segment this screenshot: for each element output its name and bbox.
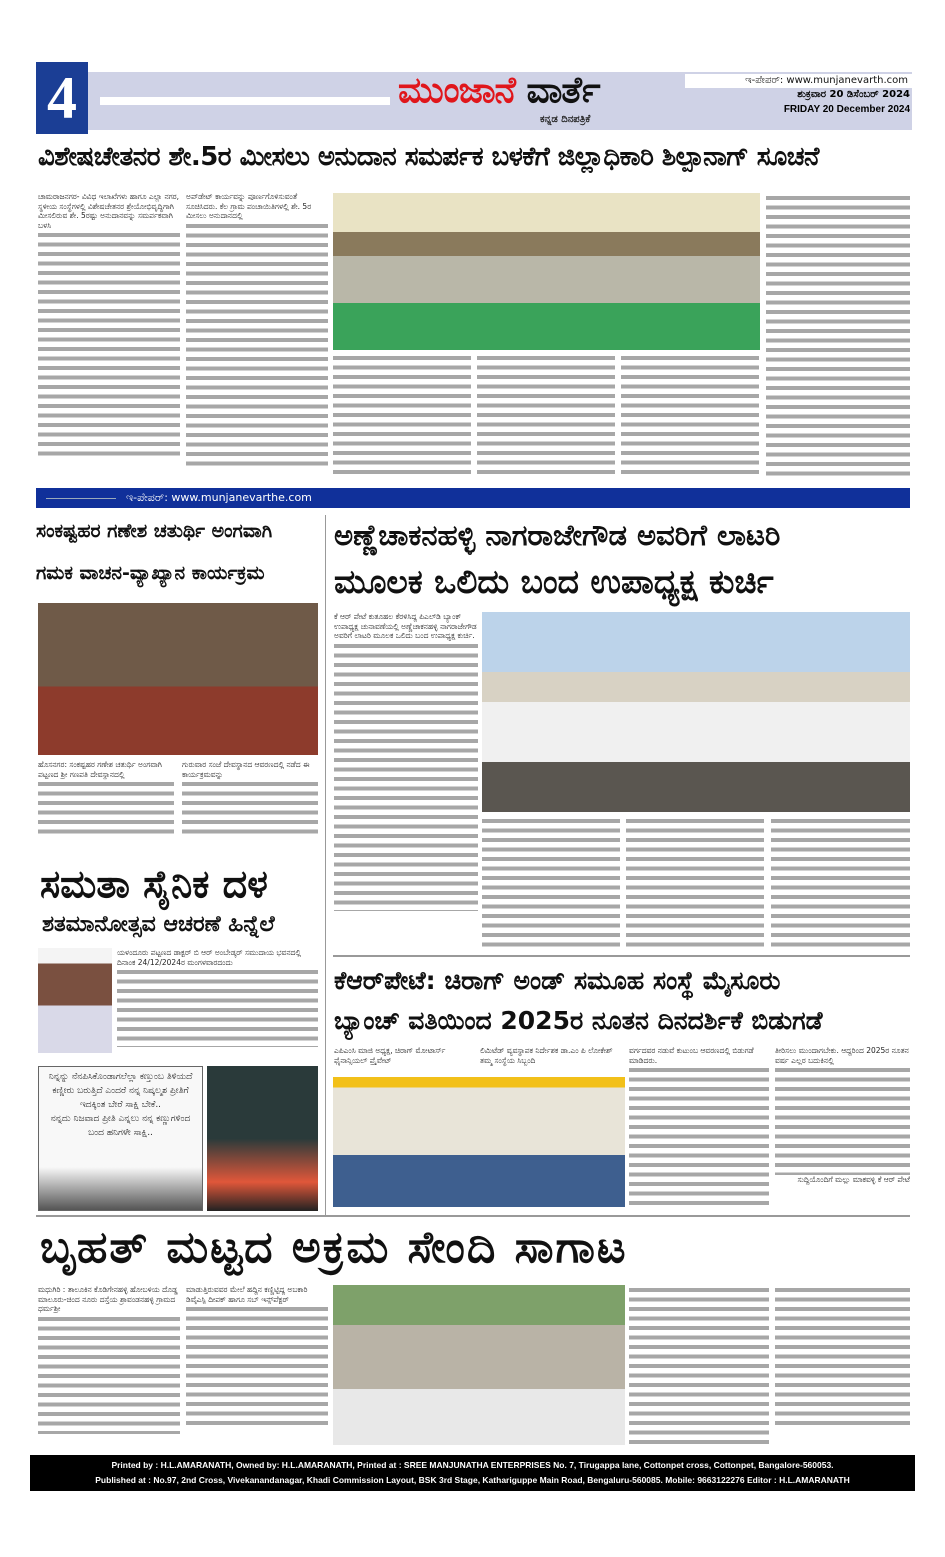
story4-subheadline: ಶತಮಾನೋತ್ಸವ ಆಚರಣೆ ಹಿನ್ನೆಲೆ xyxy=(42,912,275,937)
story5-headline-line1: ಕೆಆರ್‌ಪೇಟೆ: ಚಿರಾಗ್ ಅಂಡ್ ಸಮೂಹ ಸಂಸ್ಥೆ ಮೈಸೂರು xyxy=(334,966,781,995)
imprint-line1: Printed by : H.L.AMARANATH, Owned by: H.L.AMARANATH, Printed at : SREE MANJUNATHA ENTERPRISES No. 7, Tirugappa lane, Cottonpet cross, Cottonpet, Bangalore-560053. xyxy=(111,1460,834,1470)
story6-col4 xyxy=(775,1285,910,1430)
quote-card xyxy=(38,1066,203,1211)
story1-col2 xyxy=(186,192,328,480)
story1-col6 xyxy=(766,193,910,478)
story1-col1 xyxy=(38,192,180,480)
story6-col2 xyxy=(186,1285,328,1445)
story5-lead4: ತೀರಿಸಲು ಮುಂದಾಗಬೇಕು. ಆದ್ದರಿಂದ 2025ರ ನೂತನ ವರ್ಷ ಎಲ್ಲರ ಬದುಕಿನಲ್ಲಿ xyxy=(775,1046,909,1065)
story1-headline: ವಿಶೇಷಚೇತನರ ಶೇ.5ರ ಮೀಸಲು ಅನುದಾನ ಸಮರ್ಪಕ ಬಳಕೆಗೆ ಜಿಲ್ಲಾಧಿಕಾರಿ ಶಿಲ್ಪಾನಾಗ್ ಸೂಚನೆ xyxy=(38,142,819,172)
story5-lead2: ಲಿಮಿಟೆಡ್ ವ್ಯವಸ್ಥಾಪಕ ನಿರ್ದೇಶಕ ಡಾ.ಎಂ ಪಿ ಲೋಕೇಶ್ ತಮ್ಮ ಸಂಸ್ಥೆಯ ಸಿಬ್ಬಂದಿ xyxy=(480,1046,613,1065)
story1-lead1: ಚಾಮರಾಜನಗರ- ವಿವಿಧ ಇಲಾಖೆಗಳು ಹಾಗೂ ಎಲ್ಲಾ ನಗರ, ಸ್ಥಳೀಯ ಸಂಸ್ಥೆಗಳಲ್ಲಿ ವಿಶೇಷಚೇತನರ ಶ್ರೇಯೋಭಿವೃದ್ಧಿಗಾಗಿ ಮೀಸಲಿರುವ ಶೇ. 5ರಷ್ಟು ಅನುದಾನವನ್ನು ಸಮರ್ಪಕವಾಗಿ ಬಳಸಿ xyxy=(38,192,180,230)
story2-col2 xyxy=(182,760,318,848)
story3-lead: ಕೆ ಆರ್ ಪೇಟೆ ಕುತೂಹಲ ಕೆರಳಿಸಿದ್ದ ಪಿಎಲ್‌ಡಿ ಬ್ಯಾಂಕ್ ಉಪಾಧ್ಯಕ್ಷ ಚುನಾವಣೆಯಲ್ಲಿ ಅಣ್ಣೆಚಾಕನಹಳ್ಳಿ ನಾಗರಾಜೇಗೌಡ ಅವರಿಗೆ ಲಾಟರಿ ಮೂಲಕ ಒಲಿದು ಬಂದ ಉಪಾಧ್ಯಕ್ಷ ಕುರ್ಚಿ. xyxy=(334,612,477,640)
quote-text: ನಿನ್ನನ್ನು ನೆನಪಿಸಿಕೊಂಡಾಗಲೆಲ್ಲಾ ಕಣ್ತುಂಬ ತಿಳಿಯದೆ ಕಣ್ಣೀರು ಬರುತ್ತಿದೆ ಎಂದರೆ ನನ್ನ ನಿಷ್ಕಲ್ಮಶ ಪ್ರೀತಿಗೆ ಇದಕ್ಕಿಂತ ಬೇರೆ ಸಾಕ್ಷಿ ಬೇಕೆ.. xyxy=(48,1072,193,1110)
story3-headline-line2: ಮೂಲಕ ಒಲಿದು ಬಂದ ಉಪಾಧ್ಯಕ್ಷ ಕುರ್ಚಿ xyxy=(334,562,774,601)
story5-lead3: ವರ್ಗದವರ ನಡುವೆ ಕುಟುಂಬ ಆವರಣದಲ್ಲಿ ಬಿಡುಗಡೆ ಮಾಡಿದರು. xyxy=(629,1046,754,1065)
story2-headline-line1: ಸಂಕಷ್ಟಹರ ಗಣೇಶ ಚತುರ್ಥಿ ಅಂಗವಾಗಿ xyxy=(36,520,273,542)
story6-col3 xyxy=(629,1285,769,1445)
story2-lead2: ಗುರುವಾರ ಸಂಜೆ ದೇವಸ್ಥಾನದ ಆವರಣದಲ್ಲಿ ನಡೆದ ಈ ಕಾರ್ಯಕ್ರಮವನ್ನು xyxy=(182,760,310,779)
story4-lead: ಯಳಂದೂರು ಪಟ್ಟಣದ ಡಾಕ್ಟರ್ ಬಿ ಆರ್ ಅಂಬೇಡ್ಕರ್ ಸಮುದಾಯ ಭವನದಲ್ಲಿ ದಿನಾಂಕ 24/12/2024ರ ಮಂಗಳವಾರದಂದು xyxy=(117,948,302,967)
story6-lead2: ಮಾಡುತ್ತಿರುವವರ ಮೇಲೆ ಹದ್ದಿನ ಕಣ್ಣಿಟ್ಟಿದ್ದ ಅಬಕಾರಿ ಡಿವೈಎಸ್ಪಿ ದೀಪಕ್ ಹಾಗೂ ಸಬ್ ಇನ್ಸ್‌ಪೆಕ್ಟರ್ xyxy=(186,1285,308,1304)
page-number: 4 xyxy=(36,62,88,134)
story2-col1 xyxy=(38,760,174,848)
story2-headline-line2: ಗಮಕ ವಾಚನ-ವ್ಯಾಖ್ಯಾನ ಕಾರ್ಯಕ್ರಮ xyxy=(36,562,265,584)
story6-headline: ಬೃಹತ್ ಮಟ್ಟದ ಅಕ್ರಮ ಸೇಂದಿ ಸಾಗಾಟ xyxy=(40,1222,628,1273)
group-photo xyxy=(482,612,910,812)
story5-col3 xyxy=(629,1046,769,1211)
imprint-footer xyxy=(30,1455,915,1491)
newspaper-logo[interactable] xyxy=(398,70,600,112)
quote-text2: ನನ್ನದು ನಿಜವಾದ ಪ್ರೀತಿ ಎನ್ನಲು ನನ್ನ ಕಣ್ಣುಗಳಿಂದ ಬಂದ ಹನಿಗಳೇ ಸಾಕ್ಷಿ.. xyxy=(50,1114,191,1138)
imprint-line2: Published at : No.97, 2nd Cross, Vivekanandanagar, Khadi Commission Layout, BSK 3rd Stage, Kathariguppe Main Road, Bengaluru-560085. Mobile: 9663122276 Editor : H.L.AMARANATH xyxy=(95,1475,850,1485)
column-divider xyxy=(325,515,326,1215)
epaper-bar[interactable]: ಇ-ಪೇಪರ್: www.munjanevarthe.com xyxy=(36,488,910,508)
date-english: FRIDAY 20 December 2024 xyxy=(783,104,910,115)
story5-col4 xyxy=(775,1046,910,1211)
divider xyxy=(36,1215,910,1217)
story4-headline: ಸಮತಾ ಸೈನಿಕ ದಳ xyxy=(40,862,268,906)
story3-headline-line1: ಅಣ್ಣೆಚಾಕನಹಳ್ಳಿ ನಾಗರಾಜೇಗೌಡ ಅವರಿಗೆ ಲಾಟರಿ xyxy=(334,518,781,552)
story1-col4 xyxy=(477,353,615,478)
story3-col3 xyxy=(626,816,764,950)
story5-signoff: ಸುದ್ದಿಯೊಂದಿಗೆ ಮಲ್ಲು ಮಾಕವಳ್ಳಿ ಕೆ ಆರ್ ಪೇಟೆ xyxy=(797,1175,910,1184)
story3-col1 xyxy=(334,612,478,952)
story4-text xyxy=(117,948,318,1058)
epaper-link[interactable]: ಇ-ಪೇಪರ್: www.munjanevarth.com xyxy=(685,74,912,88)
divider xyxy=(333,955,910,957)
story6-col1 xyxy=(38,1285,180,1445)
date-kannada: ಶುಕ್ರವಾರ 20 ಡಿಸೆಂಬರ್ 2024 xyxy=(797,89,910,100)
story2-lead1: ಹೊಸನಗರ: ಸಂಕಷ್ಟಹರ ಗಣೇಶ ಚತುರ್ಥಿ ಅಂಗವಾಗಿ ಪಟ್ಟಣದ ಶ್ರೀ ಗಣಪತಿ ದೇವಸ್ಥಾನದಲ್ಲಿ xyxy=(38,760,162,779)
story1-col5 xyxy=(621,353,759,478)
story6-lead1: ಮಧುಗಿರಿ : ತಾಲೂಕಿನ ಕೊಡಿಗೇನಹಳ್ಳಿ ಹೋಬಳಿಯ ದೊಡ್ಡ ಮಾಲೂರು-ಚಿಂದ ನೂರು ದಸ್ತೆಯ ಶ್ರಾವಂಡನಹಳ್ಳಿ ಗ್ರಾಮದ ಧರ್ಮಶ್ರೀ xyxy=(38,1285,178,1313)
masthead-stripe xyxy=(100,97,390,105)
story1-lead2: ಅಪ್‌ಡೇಟ್ ಕಾರ್ಯವನ್ನು ಪೂರ್ಣಗೊಳಿಸುವಂತೆ ಸೂಚಿಸಿದರು. ಕೆಲ ಗ್ರಾಮ ಪಂಚಾಯಿತಿಗಳಲ್ಲಿ ಶೇ. 5ರ ಮೀಸಲು ಅನುದಾನದಲ್ಲಿ xyxy=(186,192,312,220)
gamaka-photo xyxy=(38,603,318,755)
calendar-release-photo xyxy=(333,1077,625,1207)
portrait-photo xyxy=(38,948,112,1053)
logo-part2: ವಾರ್ತೆ xyxy=(526,70,600,111)
story5-lead1: ಎಪಿಎಂಸಿ ಮಾಜಿ ಅಧ್ಯಕ್ಷ, ಚಿರಾಗ್ ಮೋಟಾರ್ಸ್ ಫೈನಾನ್ಸಿಯಲ್ ಪ್ರೈವೇಟ್ xyxy=(334,1046,446,1065)
story3-col2 xyxy=(482,816,620,950)
story3-col4 xyxy=(771,816,910,950)
logo-part1: ಮುಂಜಾನೆ xyxy=(398,70,515,111)
tagline: ಕನ್ನಡ ದಿನಪತ್ರಿಕೆ xyxy=(540,114,591,125)
quote-image xyxy=(207,1066,318,1211)
seized-liquor-photo xyxy=(333,1285,625,1445)
meeting-photo xyxy=(333,193,760,350)
story1-col3 xyxy=(333,353,471,478)
story5-headline-line2: ಬ್ಯಾಂಚ್ ವತಿಯಿಂದ 2025ರ ನೂತನ ದಿನದರ್ಶಿಕೆ ಬಿಡುಗಡೆ xyxy=(334,1006,823,1035)
